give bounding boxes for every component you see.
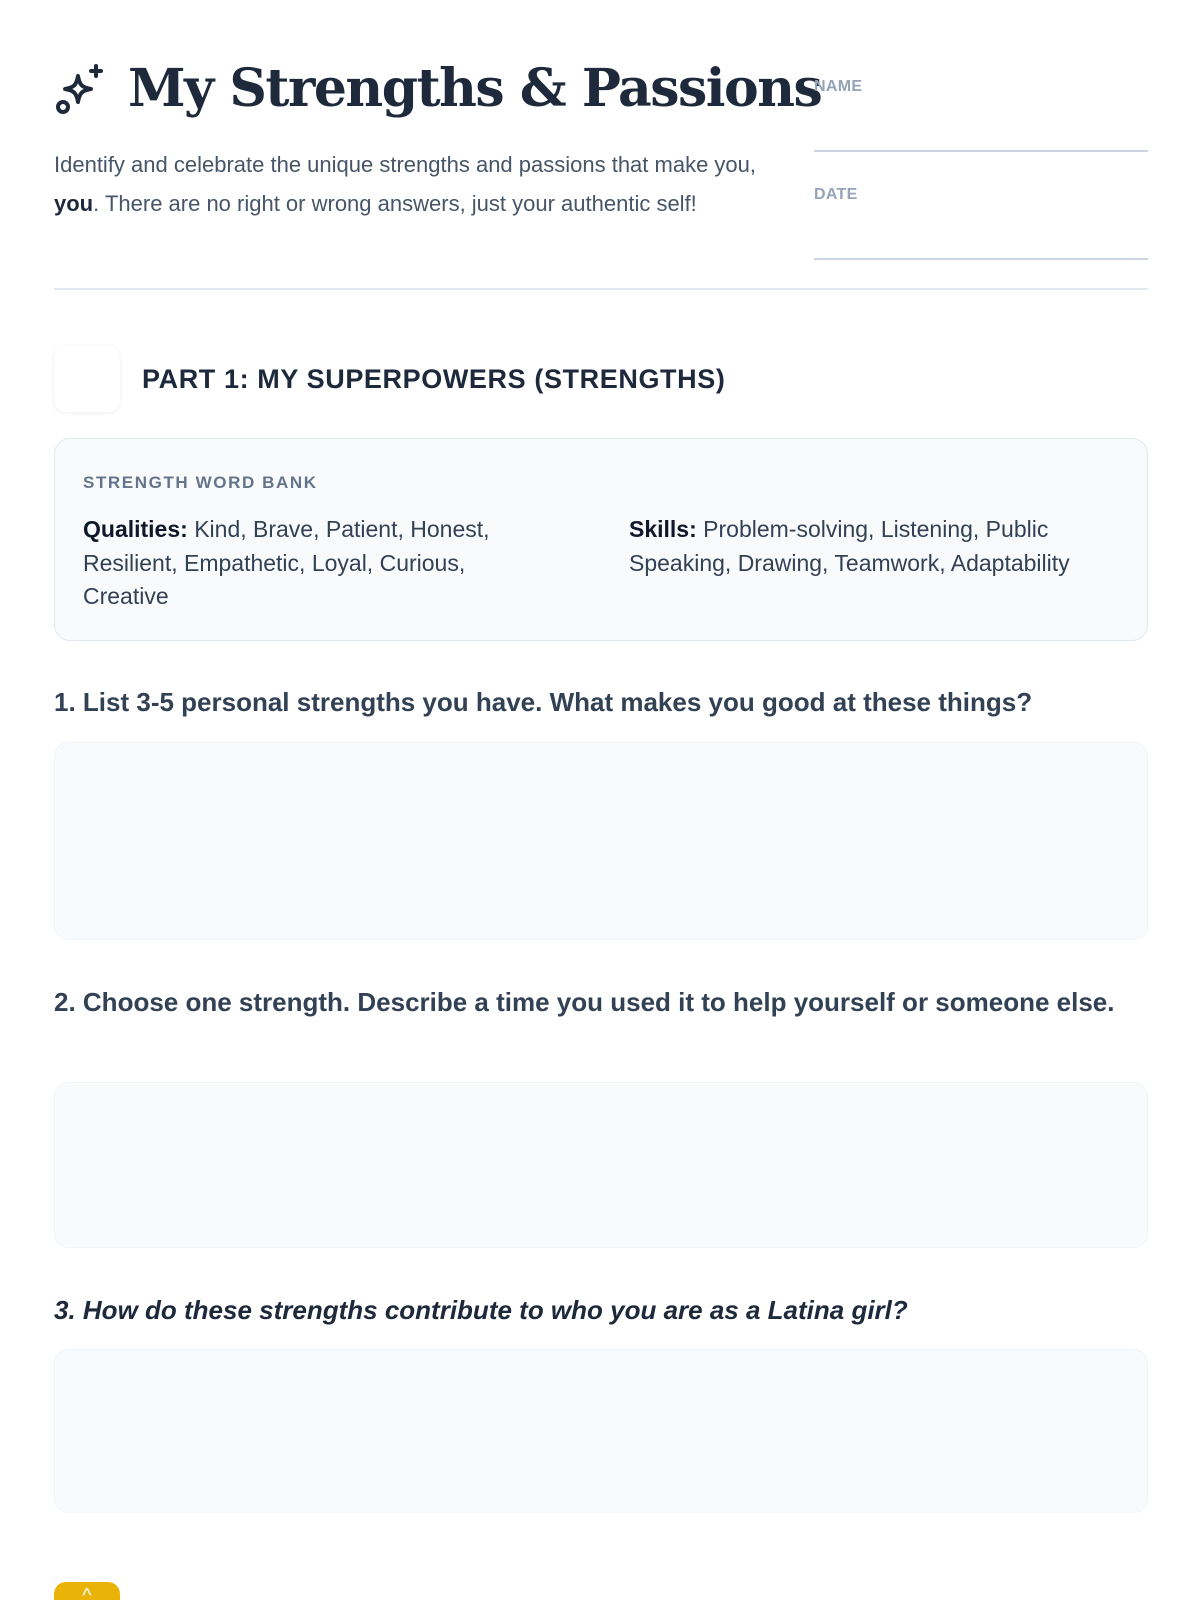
word-bank-skills bbox=[629, 513, 1129, 580]
name-field[interactable] bbox=[814, 78, 1148, 96]
skills-text: Problem-solving, Listening, Public Speaking, Drawing, Teamwork, Adaptability bbox=[629, 516, 1070, 576]
skills-label: Skills: bbox=[629, 516, 697, 542]
part2-badge-icon: ^ bbox=[82, 1585, 92, 1600]
worksheet-header bbox=[54, 0, 1148, 290]
intro-text-end: . There are no right or wrong answers, just your authentic self! bbox=[93, 190, 697, 216]
part1-badge bbox=[54, 346, 120, 412]
intro-text-emphasis: you bbox=[54, 190, 94, 216]
title-row bbox=[54, 56, 821, 122]
page-title: My Strengths & Passions bbox=[128, 58, 822, 119]
word-bank-qualities bbox=[83, 513, 553, 614]
name-field-label: NAME bbox=[814, 78, 863, 95]
name-field-line[interactable] bbox=[814, 150, 1148, 152]
part2-badge bbox=[54, 1582, 120, 1600]
qualities-label: Qualities: bbox=[83, 516, 188, 542]
header-divider bbox=[54, 288, 1148, 290]
intro-text-start: Identify and celebrate the unique strengths and passions that make you, bbox=[54, 152, 757, 177]
part1-title: PART 1: MY SUPERPOWERS (STRENGTHS) bbox=[142, 363, 726, 394]
qualities-text: Kind, Brave, Patient, Honest, Resilient, Empathetic, Loyal, Curious, Creative bbox=[83, 516, 490, 609]
question-3: 3. How do these strengths contribute to who you are as a Latina girl? bbox=[54, 1295, 908, 1325]
answer-box-3[interactable] bbox=[54, 1349, 1148, 1513]
date-field[interactable] bbox=[814, 186, 1148, 204]
question-1: 1. List 3-5 personal strengths you have. What makes you good at these things? bbox=[54, 687, 1033, 717]
answer-box-2[interactable] bbox=[54, 1082, 1148, 1248]
intro-text bbox=[54, 146, 804, 223]
date-field-label: DATE bbox=[814, 186, 858, 203]
question-2: 2. Choose one strength. Describe a time you used it to help yourself or someone else. bbox=[54, 987, 1115, 1017]
answer-box-1[interactable] bbox=[54, 742, 1148, 940]
word-bank bbox=[54, 438, 1148, 641]
sparkles-icon bbox=[54, 62, 108, 116]
part1-heading bbox=[54, 346, 725, 412]
word-bank-label: STRENGTH WORD BANK bbox=[83, 473, 318, 492]
date-field-line[interactable] bbox=[814, 258, 1148, 260]
